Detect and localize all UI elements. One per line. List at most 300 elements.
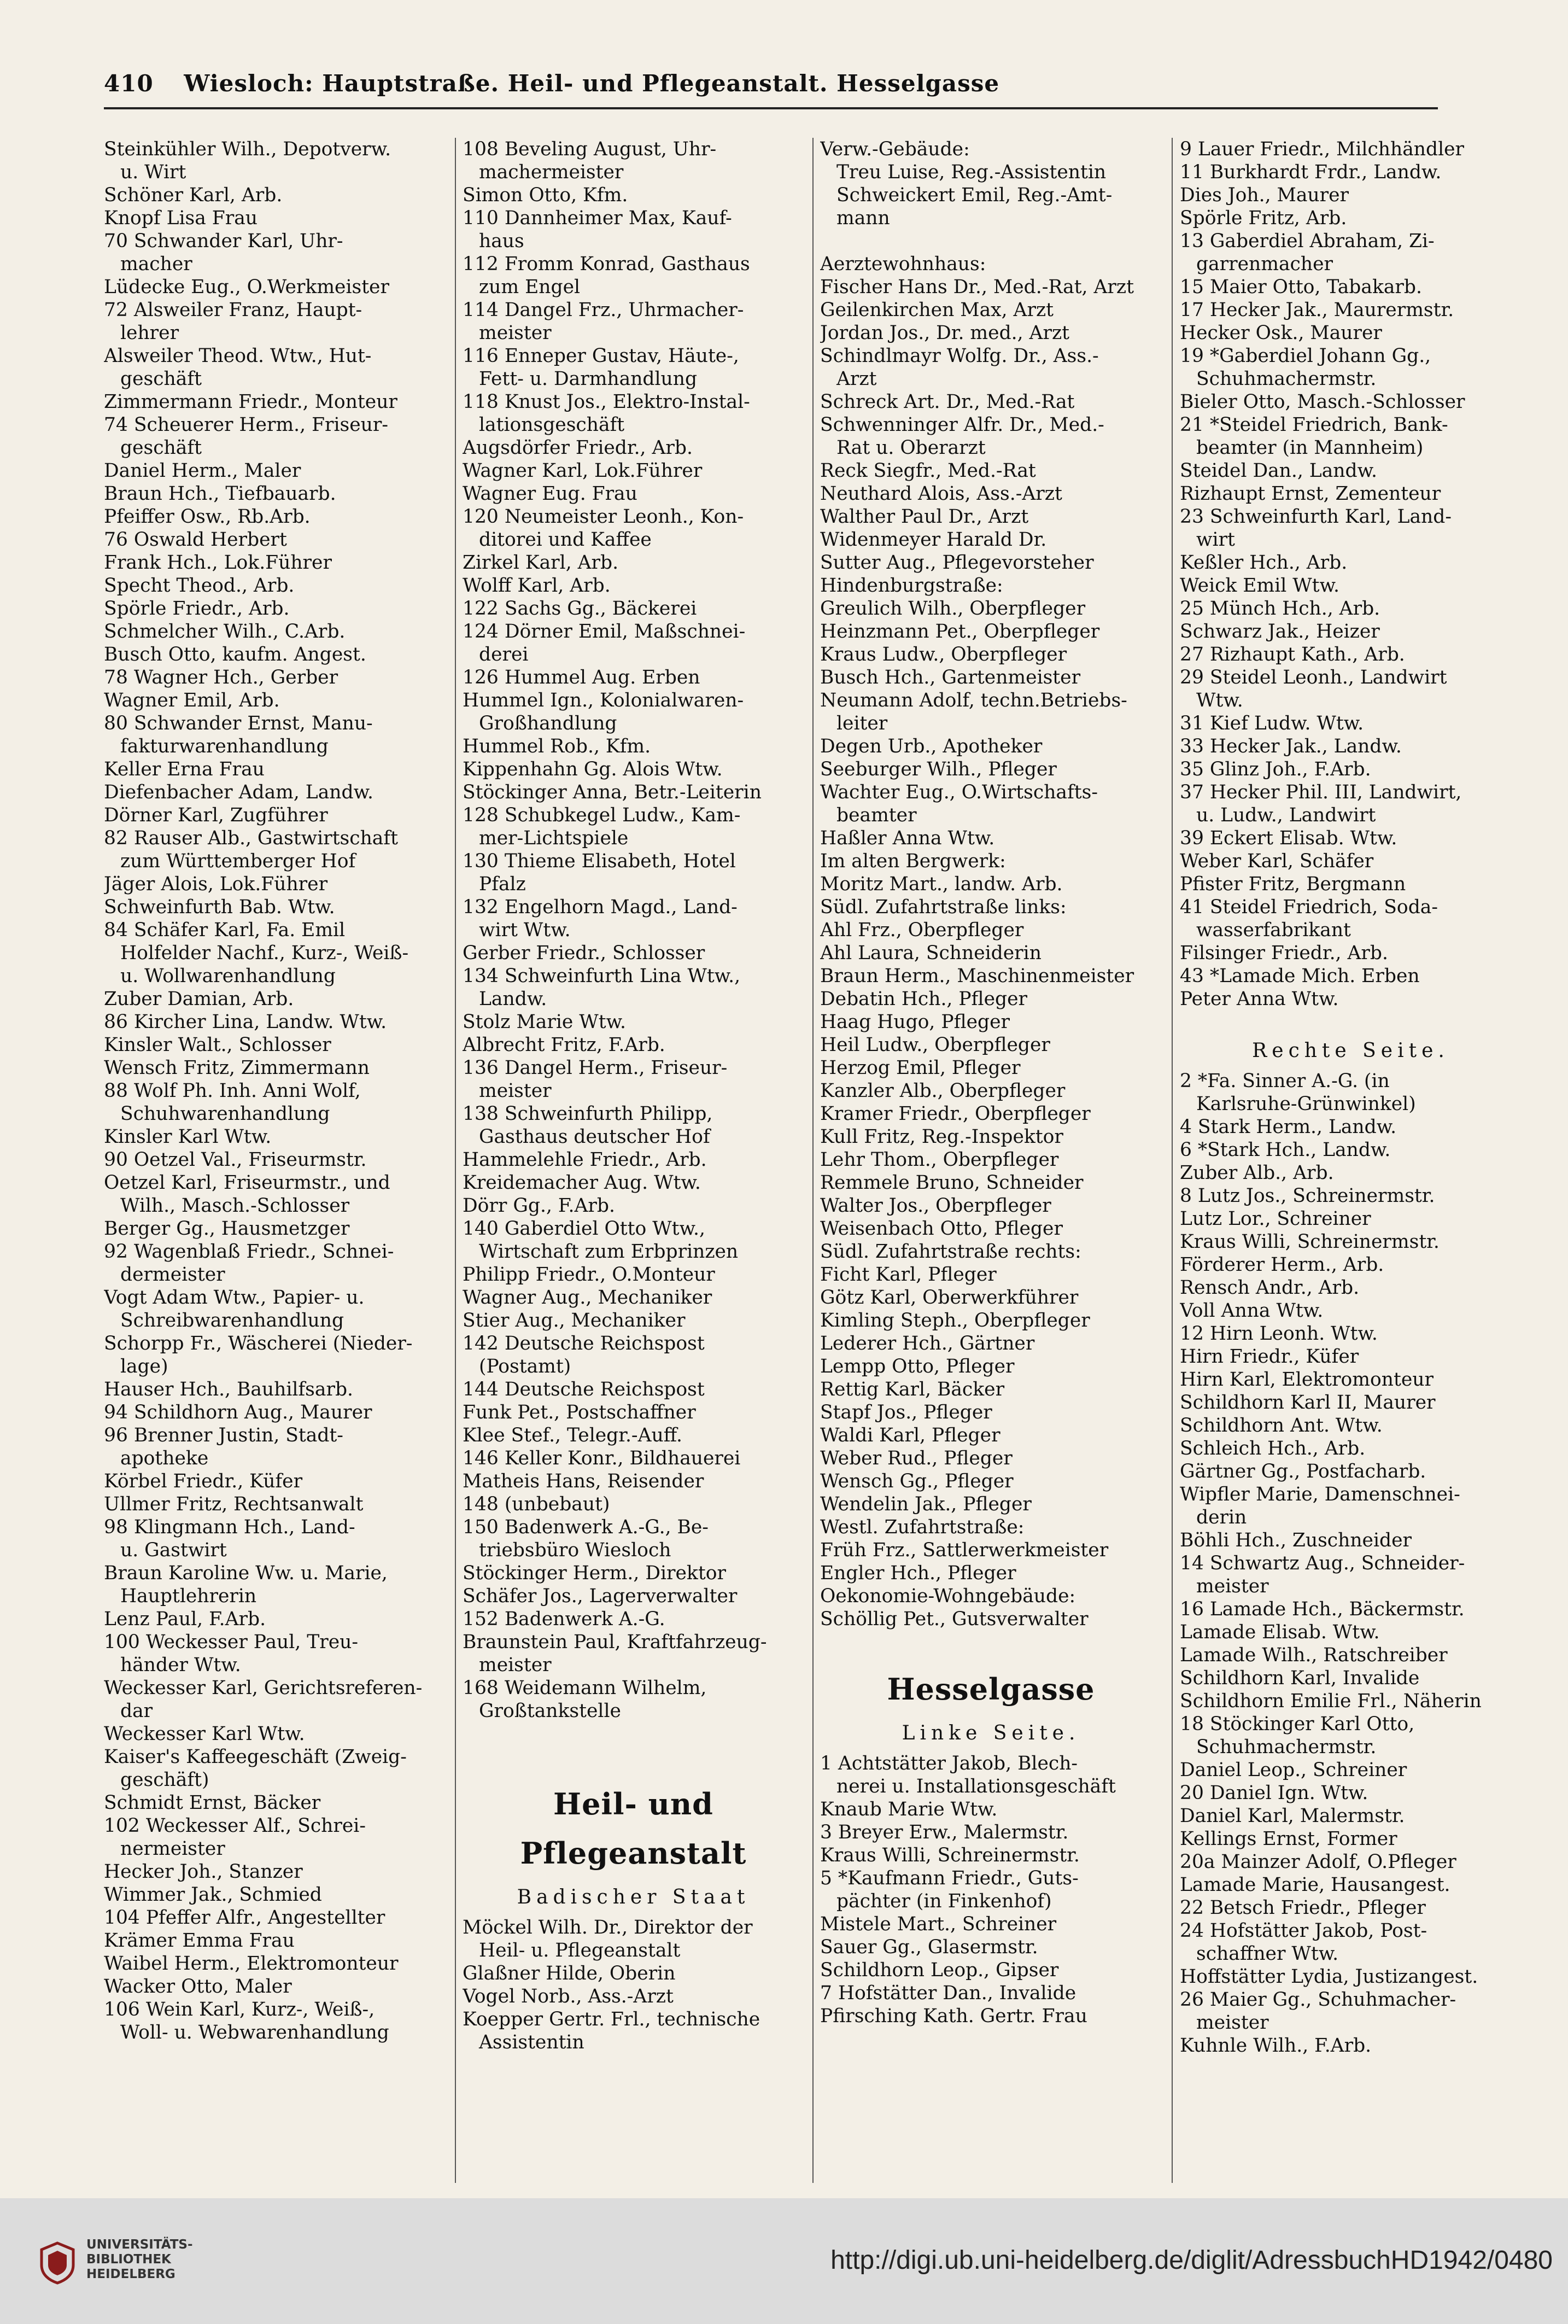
directory-entry: Schildhorn Leop., Gipser [820,1959,1059,1981]
directory-entry: 82 Rauser Alb., Gastwirtschaft [104,827,399,849]
directory-entry: Greulich Wilh., Oberpfleger [820,598,1086,620]
directory-entry: u. Wirt [120,161,186,183]
directory-entry: Kinsler Karl Wtw. [104,1126,272,1148]
library-logo-text [86,2238,193,2282]
directory-entry: 124 Dörner Emil, Maßschnei- [463,621,746,643]
directory-entry: Schildhorn Ant. Wtw. [1180,1415,1383,1437]
column-divider [455,138,456,2183]
directory-entry: Kanzler Alb., Oberpfleger [820,1080,1066,1102]
directory-entry: 132 Engelhorn Magd., Land- [463,896,738,918]
directory-entry: Vogel Norb., Ass.-Arzt [463,1986,674,2007]
directory-entry: leiter [836,713,888,734]
directory-entry: u. Gastwirt [120,1539,227,1561]
directory-entry: 35 Glinz Joh., F.Arb. [1180,758,1371,780]
directory-entry: Ullmer Fritz, Rechtsanwalt [104,1493,364,1515]
directory-entry: 102 Weckesser Alf., Schrei- [104,1815,366,1837]
directory-entry: Specht Theod., Arb. [104,575,295,597]
directory-entry: 7 Hofstätter Dan., Invalide [820,1982,1076,2004]
directory-entry: Südl. Zufahrtstraße links: [820,896,1067,918]
directory-entry: 76 Oswald Herbert [104,529,287,551]
directory-entry: Keßler Hch., Arb. [1180,552,1348,574]
directory-entry: 122 Sachs Gg., Bäckerei [463,598,697,620]
directory-entry: 33 Hecker Jak., Landw. [1180,735,1402,757]
directory-entry: Dies Joh., Maurer [1180,184,1349,206]
directory-entry: 13 Gaberdiel Abraham, Zi- [1180,230,1435,252]
directory-entry: Heil Ludw., Oberpfleger [820,1034,1050,1056]
directory-entry: 39 Eckert Elisab. Wtw. [1180,827,1397,849]
directory-entry: Schwarz Jak., Heizer [1180,621,1380,643]
directory-entry: Jäger Alois, Lok.Führer [104,873,328,895]
directory-entry: Sauer Gg., Glasermstr. [820,1936,1038,1958]
directory-entry: Schorpp Fr., Wäscherei (Nieder- [104,1333,413,1354]
directory-entry: Braunstein Paul, Kraftfahrzeug- [463,1631,767,1653]
directory-entry: 16 Lamade Hch., Bäckermstr. [1180,1598,1465,1620]
directory-entry: Schleich Hch., Arb. [1180,1438,1366,1459]
directory-entry: 15 Maier Otto, Tabakarb. [1180,276,1422,298]
directory-entry: Waibel Herm., Elektromonteur [104,1953,399,1975]
directory-entry: 84 Schäfer Karl, Fa. Emil [104,919,346,941]
directory-entry: 78 Wagner Hch., Gerber [104,667,338,688]
directory-entry: Ahl Frz., Oberpfleger [820,919,1024,941]
section-subheading: Linke Seite. [902,1722,1080,1744]
directory-entry: meister [479,1654,552,1676]
directory-entry: Ficht Karl, Pfleger [820,1264,997,1286]
directory-entry: haus [479,230,524,252]
directory-entry: fakturwarenhandlung [120,735,329,757]
directory-entry: Lamade Wilh., Ratschreiber [1180,1644,1448,1666]
directory-entry: Wendelin Jak., Pfleger [820,1493,1032,1515]
directory-entry [463,1722,804,1745]
directory-entry: Daniel Herm., Maler [104,460,301,482]
directory-entry: Peter Anna Wtw. [1180,988,1339,1010]
directory-entry: Lamade Marie, Hausangest. [1180,1874,1450,1896]
directory-entry: Krämer Emma Frau [104,1930,295,1952]
directory-entry: Walter Jos., Oberpfleger [820,1195,1051,1217]
directory-entry: Herzog Emil, Pfleger [820,1057,1021,1079]
directory-entry: Waldi Karl, Pfleger [820,1424,1001,1446]
header-rule [104,107,1438,109]
section-subheading: Rechte Seite. [1252,1040,1449,1062]
directory-entry: 74 Scheuerer Herm., Friseur- [104,414,389,436]
directory-entry: Karlsruhe-Grünwinkel) [1196,1093,1416,1115]
directory-entry: Assistentin [479,2031,584,2053]
directory-entry: Aerztewohnhaus: [820,253,986,275]
directory-entry: 146 Keller Konr., Bildhauerei [463,1447,741,1469]
directory-entry: Zimmermann Friedr., Monteur [104,391,397,413]
directory-entry: Stöckinger Herm., Direktor [463,1562,726,1584]
directory-entry: Mistele Mart., Schreiner [820,1913,1057,1935]
directory-entry: 5 *Kaufmann Friedr., Guts- [820,1867,1079,1889]
directory-entry: Hauptlehrerin [120,1585,257,1607]
directory-entry: nermeister [120,1838,225,1860]
directory-entry: Simon Otto, Kfm. [463,184,628,206]
directory-entry: 1 Achtstätter Jakob, Blech- [820,1753,1078,1774]
directory-entry: 98 Klingmann Hch., Land- [104,1516,355,1538]
directory-entry: 90 Oetzel Val., Friseurmstr. [104,1149,367,1171]
directory-entry: Funk Pet., Postschaffner [463,1402,696,1423]
directory-entry: Rensch Andr., Arb. [1180,1277,1360,1299]
directory-entry: 116 Enneper Gustav, Häute-, [463,345,739,367]
directory-entry: 100 Weckesser Paul, Treu- [104,1631,359,1653]
directory-entry: Debatin Hch., Pfleger [820,988,1027,1010]
logo-line: HEIDELBERG [86,2267,175,2281]
directory-entry: 14 Schwartz Aug., Schneider- [1180,1552,1465,1574]
directory-entry: Fischer Hans Dr., Med.-Rat, Arzt [820,276,1134,298]
directory-entry: 24 Hofstätter Jakob, Post- [1180,1920,1427,1942]
directory-entry: derin [1196,1506,1247,1528]
directory-entry: ditorei und Kaffee [479,529,652,551]
directory-entry: Landw. [479,988,547,1010]
directory-entry: Widenmeyer Harald Dr. [820,529,1047,551]
column-1 [104,138,446,2183]
directory-entry: u. Wollwarenhandlung [120,965,336,987]
directory-entry: Schildhorn Karl, Invalide [1180,1667,1420,1689]
directory-entry: Stolz Marie Wtw. [463,1011,626,1033]
directory-entry: Weick Emil Wtw. [1180,575,1339,597]
directory-entry: Böhli Hch., Zuschneider [1180,1529,1412,1551]
directory-entry: Haag Hugo, Pfleger [820,1011,1010,1033]
directory-entry: triebsbüro Wiesloch [479,1539,671,1561]
directory-entry: Lenz Paul, F.Arb. [104,1608,266,1630]
directory-entry: 152 Badenwerk A.-G. [463,1608,665,1630]
directory-entry: Schuhmachermstr. [1196,368,1377,390]
directory-entry: Voll Anna Wtw. [1180,1300,1324,1322]
directory-entry: Reck Siegfr., Med.-Rat [820,460,1036,482]
directory-entry: Schildhorn Karl II, Maurer [1180,1392,1436,1414]
directory-entry: Koepper Gertr. Frl., technische [463,2008,760,2030]
directory-entry: 80 Schwander Ernst, Manu- [104,713,373,734]
directory-entry: Oetzel Karl, Friseurmstr., und [104,1172,390,1194]
directory-entry: Schmidt Ernst, Bäcker [104,1792,321,1814]
directory-entry: Kuhnle Wilh., F.Arb. [1180,2035,1372,2057]
directory-entry: Busch Hch., Gartenmeister [820,667,1081,688]
directory-entry: wirt [1196,529,1235,551]
directory-entry: Schuhwarenhandlung [120,1103,330,1125]
directory-entry: Glaßner Hilde, Oberin [463,1963,676,1984]
directory-entry: Kull Fritz, Reg.-Inspektor [820,1126,1063,1148]
directory-entry: Heil- u. Pflegeanstalt [479,1940,681,1961]
directory-entry: Albrecht Fritz, F.Arb. [463,1034,665,1056]
directory-entry: Wachter Eug., O.Wirtschafts- [820,781,1098,803]
directory-entry: Hauser Hch., Bauhilfsarb. [104,1379,353,1400]
directory-entry: 104 Pfeffer Alfr., Angestellter [104,1907,385,1929]
directory-entry: 94 Schildhorn Aug., Maurer [104,1402,372,1423]
directory-entry: Moritz Mart., landw. Arb. [820,873,1063,895]
directory-entry: 134 Schweinfurth Lina Wtw., [463,965,741,987]
directory-entry: geschäft [120,437,202,459]
directory-entry [463,1745,804,1768]
page-number: 410 [104,70,154,97]
directory-entry: Alsweiler Theod. Wtw., Hut- [104,345,372,367]
directory-entry: Augsdörfer Friedr., Arb. [463,437,693,459]
directory-entry: Daniel Leop., Schreiner [1180,1759,1407,1781]
directory-entry: Spörle Fritz, Arb. [1180,207,1347,229]
directory-entry: lationsgeschäft [479,414,625,436]
directory-entry: Lamade Elisab. Wtw. [1180,1621,1380,1643]
directory-entry: 128 Schubkegel Ludw., Kam- [463,804,741,826]
directory-entry: 23 Schweinfurth Karl, Land- [1180,506,1452,528]
directory-entry: Kaiser's Kaffeegeschäft (Zweig- [104,1746,407,1768]
directory-entry: apotheke [120,1447,209,1469]
directory-entry: 6 *Stark Hch., Landw. [1180,1139,1391,1161]
directory-entry: meister [1196,1575,1269,1597]
directory-entry: Arzt [836,368,877,390]
directory-entry: wirt Wtw. [479,919,571,941]
directory-entry: 20 Daniel Ign. Wtw. [1180,1782,1368,1804]
directory-entry: Braun Hch., Tiefbauarb. [104,483,336,505]
directory-entry: 144 Deutsche Reichspost [463,1379,705,1400]
directory-entry [820,1631,1162,1654]
directory-entry: Knaub Marie Wtw. [820,1799,998,1820]
directory-entry: Wensch Gg., Pfleger [820,1470,1014,1492]
directory-entry: Hoffstätter Lydia, Justizangest. [1180,1966,1478,1988]
directory-entry: Schwenninger Alfr. Dr., Med.- [820,414,1104,436]
directory-entry: 27 Rizhaupt Kath., Arb. [1180,644,1405,665]
directory-entry: Wacker Otto, Maler [104,1976,292,1998]
permalink-url[interactable]: http://digi.ub.uni-heidelberg.de/diglit/AdressbuchHD1942/0480 [830,2246,1553,2275]
directory-entry: meister [479,1080,552,1102]
directory-entry: Rizhaupt Ernst, Zementeur [1180,483,1441,505]
directory-entry: 86 Kircher Lina, Landw. Wtw. [104,1011,387,1033]
directory-entry: 92 Wagenblaß Friedr., Schnei- [104,1241,394,1263]
directory-entry: Lederer Hch., Gärtner [820,1333,1035,1354]
section-heading: Heil- und Pflegeanstalt [520,1786,747,1871]
directory-entry: Schweinfurth Bab. Wtw. [104,896,335,918]
directory-entry: Kraus Ludw., Oberpfleger [820,644,1067,665]
directory-entry: Kellings Ernst, Former [1180,1828,1397,1850]
directory-entry: Schöllig Pet., Gutsverwalter [820,1608,1089,1630]
directory-entry: beamter [836,804,917,826]
directory-entry: Kramer Friedr., Oberpfleger [820,1103,1091,1125]
directory-entry: schaffner Wtw. [1196,1943,1339,1965]
directory-entry: Wagner Eug. Frau [463,483,637,505]
directory-entry: Weckesser Karl, Gerichtsreferen- [104,1677,423,1699]
directory-entry: 70 Schwander Karl, Uhr- [104,230,343,252]
directory-entry: Klee Stef., Telegr.-Auff. [463,1424,682,1446]
directory-entry: nerei u. Installationsgeschäft [836,1776,1116,1797]
directory-entry: Dörr Gg., F.Arb. [463,1195,615,1217]
directory-entry: 96 Brenner Justin, Stadt- [104,1424,343,1446]
directory-entry: garrenmacher [1196,253,1333,275]
directory-entry: geschäft) [120,1769,209,1791]
directory-entry: Weisenbach Otto, Pfleger [820,1218,1063,1240]
directory-entry: Hindenburgstraße: [820,575,1003,597]
directory-entry: Götz Karl, Oberwerkführer [820,1287,1079,1309]
directory-entry: Steinkühler Wilh., Depotverw. [104,138,391,160]
directory-entry: 21 *Steidel Friedrich, Bank- [1180,414,1448,436]
directory-entry: geschäft [120,368,202,390]
directory-entry: Pfeiffer Osw., Rb.Arb. [104,506,311,528]
directory-entry: Treu Luise, Reg.-Assistentin [836,161,1107,183]
directory-entry: Weber Rud., Pfleger [820,1447,1013,1469]
column-divider [812,138,814,2183]
directory-entry: Wagner Aug., Mechaniker [463,1287,712,1309]
directory-entry: Sutter Aug., Pflegevorsteher [820,552,1094,574]
directory-entry: 118 Knust Jos., Elektro-Instal- [463,391,750,413]
directory-entry: händer Wtw. [120,1654,241,1676]
page-header [104,70,1438,105]
directory-entry: Braun Herm., Maschinenmeister [820,965,1134,987]
directory-entry: mer-Lichtspiele [479,827,629,849]
directory-entry: dermeister [120,1264,225,1286]
directory-entry: 140 Gaberdiel Otto Wtw., [463,1218,705,1240]
directory-entry: 26 Maier Gg., Schuhmacher- [1180,1989,1456,2011]
directory-entry: Stöckinger Anna, Betr.-Leiterin [463,781,762,803]
directory-entry: pächter (in Finkenhof) [836,1890,1052,1912]
directory-entry: Wagner Emil, Arb. [104,690,280,711]
directory-entry: 126 Hummel Aug. Erben [463,667,700,688]
directory-entry: Wimmer Jak., Schmied [104,1884,322,1906]
directory-entry [1180,1011,1522,1033]
directory-entry: 142 Deutsche Reichspost [463,1333,705,1354]
column-2 [463,138,804,2183]
directory-entry: 108 Beveling August, Uhr- [463,138,717,160]
directory-entry: zum Engel [479,276,581,298]
viewer-footer [0,2198,1568,2324]
directory-entry: Gärtner Gg., Postfacharb. [1180,1461,1426,1482]
directory-entry: Förderer Herm., Arb. [1180,1254,1384,1276]
directory-entry: 130 Thieme Elisabeth, Hotel [463,850,736,872]
directory-entry: 31 Kief Ludw. Wtw. [1180,713,1364,734]
directory-entry: Oekonomie-Wohngebäude: [820,1585,1076,1607]
directory-entry: 110 Dannheimer Max, Kauf- [463,207,732,229]
directory-entry: Busch Otto, kaufm. Angest. [104,644,366,665]
directory-entry: 37 Hecker Phil. III, Landwirt, [1180,781,1462,803]
directory-entry: 18 Stöckinger Karl Otto, [1180,1713,1415,1735]
directory-entry: Filsinger Friedr., Arb. [1180,942,1388,964]
section-subheading: Badischer Staat [517,1886,750,1908]
directory-entry: Großtankstelle [479,1700,621,1722]
directory-entry: 138 Schweinfurth Philipp, [463,1103,713,1125]
directory-entry: Lüdecke Eug., O.Werkmeister [104,276,389,298]
directory-entry: Neumann Adolf, techn.Betriebs- [820,690,1127,711]
directory-entry: Jordan Jos., Dr. med., Arzt [820,322,1069,344]
directory-entry: 88 Wolf Ph. Inh. Anni Wolf, [104,1080,361,1102]
directory-entry: u. Ludw., Landwirt [1196,804,1376,826]
directory-entry: Wipfler Marie, Damenschnei- [1180,1484,1460,1505]
directory-entry: Pfalz [479,873,526,895]
directory-entry: Südl. Zufahrtstraße rechts: [820,1241,1081,1263]
directory-entry: Lempp Otto, Pfleger [820,1356,1015,1377]
directory-entry: Berger Gg., Hausmetzger [104,1218,350,1240]
directory-entry: dar [120,1700,153,1722]
column-4 [1180,138,1522,2183]
running-title: Wiesloch: Hauptstraße. Heil- und Pflegeanstalt. Hesselgasse [184,70,1000,97]
directory-entry: Geilenkirchen Max, Arzt [820,299,1054,321]
directory-entry: Engler Hch., Pfleger [820,1562,1016,1584]
directory-entry: Rat u. Oberarzt [836,437,986,459]
directory-entry: Spörle Friedr., Arb. [104,598,290,620]
directory-entry: Schreibwarenhandlung [120,1310,344,1332]
directory-entry: Schäfer Jos., Lagerverwalter [463,1585,738,1607]
directory-entry: derei [479,644,529,665]
directory-entry: meister [479,322,552,344]
directory-entry: Kinsler Walt., Schlosser [104,1034,331,1056]
directory-entry: 4 Stark Herm., Landw. [1180,1116,1397,1138]
directory-entry: Dörner Karl, Zugführer [104,804,328,826]
directory-entry: Zuber Damian, Arb. [104,988,294,1010]
directory-entry: Hirn Karl, Elektromonteur [1180,1369,1434,1391]
directory-entry: Pfirsching Kath. Gertr. Frau [820,2005,1087,2027]
directory-entry: Gasthaus deutscher Hof [479,1126,710,1148]
directory-entry: Seeburger Wilh., Pfleger [820,758,1057,780]
directory-entry: Lehr Thom., Oberpfleger [820,1149,1059,1171]
directory-entry: Wagner Karl, Lok.Führer [463,460,703,482]
directory-entry: Schmelcher Wilh., C.Arb. [104,621,346,643]
directory-entry: Pfister Fritz, Bergmann [1180,873,1406,895]
directory-entry: Hummel Ign., Kolonialwaren- [463,690,744,711]
directory-entry: Frank Hch., Lok.Führer [104,552,332,574]
directory-entry: (Postamt) [479,1356,571,1377]
directory-entry: zum Württemberger Hof [120,850,356,872]
directory-entry: Neuthard Alois, Ass.-Arzt [820,483,1062,505]
directory-entry: Weber Karl, Schäfer [1180,850,1374,872]
directory-entry: Hummel Rob., Kfm. [463,735,651,757]
directory-entry: Philipp Friedr., O.Monteur [463,1264,715,1286]
directory-entry: Schuhmachermstr. [1196,1736,1377,1758]
directory-entry: mann [836,207,890,229]
directory-entry: 17 Hecker Jak., Maurermstr. [1180,299,1454,321]
directory-entry: Stapf Jos., Pfleger [820,1402,992,1423]
directory-entry: 29 Steidel Leonh., Landwirt [1180,667,1447,688]
directory-entry: Daniel Karl, Malermstr. [1180,1805,1405,1827]
directory-entry: Westl. Zufahrtstraße: [820,1516,1025,1538]
directory-entry [820,230,1162,253]
directory-entry: Keller Erna Frau [104,758,265,780]
directory-entry: Kimling Steph., Oberpfleger [820,1310,1090,1332]
directory-entry: 41 Steidel Friedrich, Soda- [1180,896,1438,918]
directory-entry: Schindlmayr Wolfg. Dr., Ass.- [820,345,1099,367]
directory-entry: beamter (in Mannheim) [1196,437,1424,459]
directory-entry: 150 Badenwerk A.-G., Be- [463,1516,709,1538]
directory-entry: Verw.-Gebäude: [820,138,970,160]
directory-entry: 8 Lutz Jos., Schreinermstr. [1180,1185,1435,1207]
directory-entry: 112 Fromm Konrad, Gasthaus [463,253,750,275]
directory-entry: Kraus Willi, Schreinermstr. [1180,1231,1440,1253]
directory-entry: Lutz Lor., Schreiner [1180,1208,1371,1230]
directory-entry: 2 *Fa. Sinner A.-G. (in [1180,1070,1390,1092]
directory-entry: Großhandlung [479,713,617,734]
directory-entry: Wilh., Masch.-Schlosser [120,1195,350,1217]
directory-entry: 106 Wein Karl, Kurz-, Weiß-, [104,1999,375,2021]
directory-entry: macher [120,253,192,275]
directory-entry: 9 Lauer Friedr., Milchhändler [1180,138,1465,160]
directory-entry: Degen Urb., Apotheker [820,735,1043,757]
directory-entry: Ahl Laura, Schneiderin [820,942,1042,964]
directory-entry: Hecker Osk., Maurer [1180,322,1382,344]
directory-entry: Diefenbacher Adam, Landw. [104,781,373,803]
directory-entry: Bieler Otto, Masch.-Schlosser [1180,391,1465,413]
directory-entry: Möckel Wilh. Dr., Direktor der [463,1917,753,1938]
directory-entry: 114 Dangel Frz., Uhrmacher- [463,299,744,321]
directory-entry: Heinzmann Pet., Oberpfleger [820,621,1100,643]
directory-entry: Schöner Karl, Arb. [104,184,283,206]
directory-entry: Früh Frz., Sattlerwerkmeister [820,1539,1109,1561]
directory-entry: lehrer [120,322,179,344]
directory-entry: Wolff Karl, Arb. [463,575,611,597]
directory-entry: Remmele Bruno, Schneider [820,1172,1084,1194]
directory-entry: Schreck Art. Dr., Med.-Rat [820,391,1075,413]
directory-entry: 11 Burkhardt Frdr., Landw. [1180,161,1442,183]
column-3 [820,138,1162,2183]
directory-entry: 72 Alsweiler Franz, Haupt- [104,299,362,321]
directory-entry: Fett- u. Darmhandlung [479,368,698,390]
directory-entry: 12 Hirn Leonh. Wtw. [1180,1323,1378,1345]
directory-entry: Weckesser Karl Wtw. [104,1723,305,1745]
directory-entry: 3 Breyer Erw., Malermstr. [820,1821,1069,1843]
directory-entry: Matheis Hans, Reisender [463,1470,704,1492]
logo-line: BIBLIOTHEK [86,2252,171,2267]
